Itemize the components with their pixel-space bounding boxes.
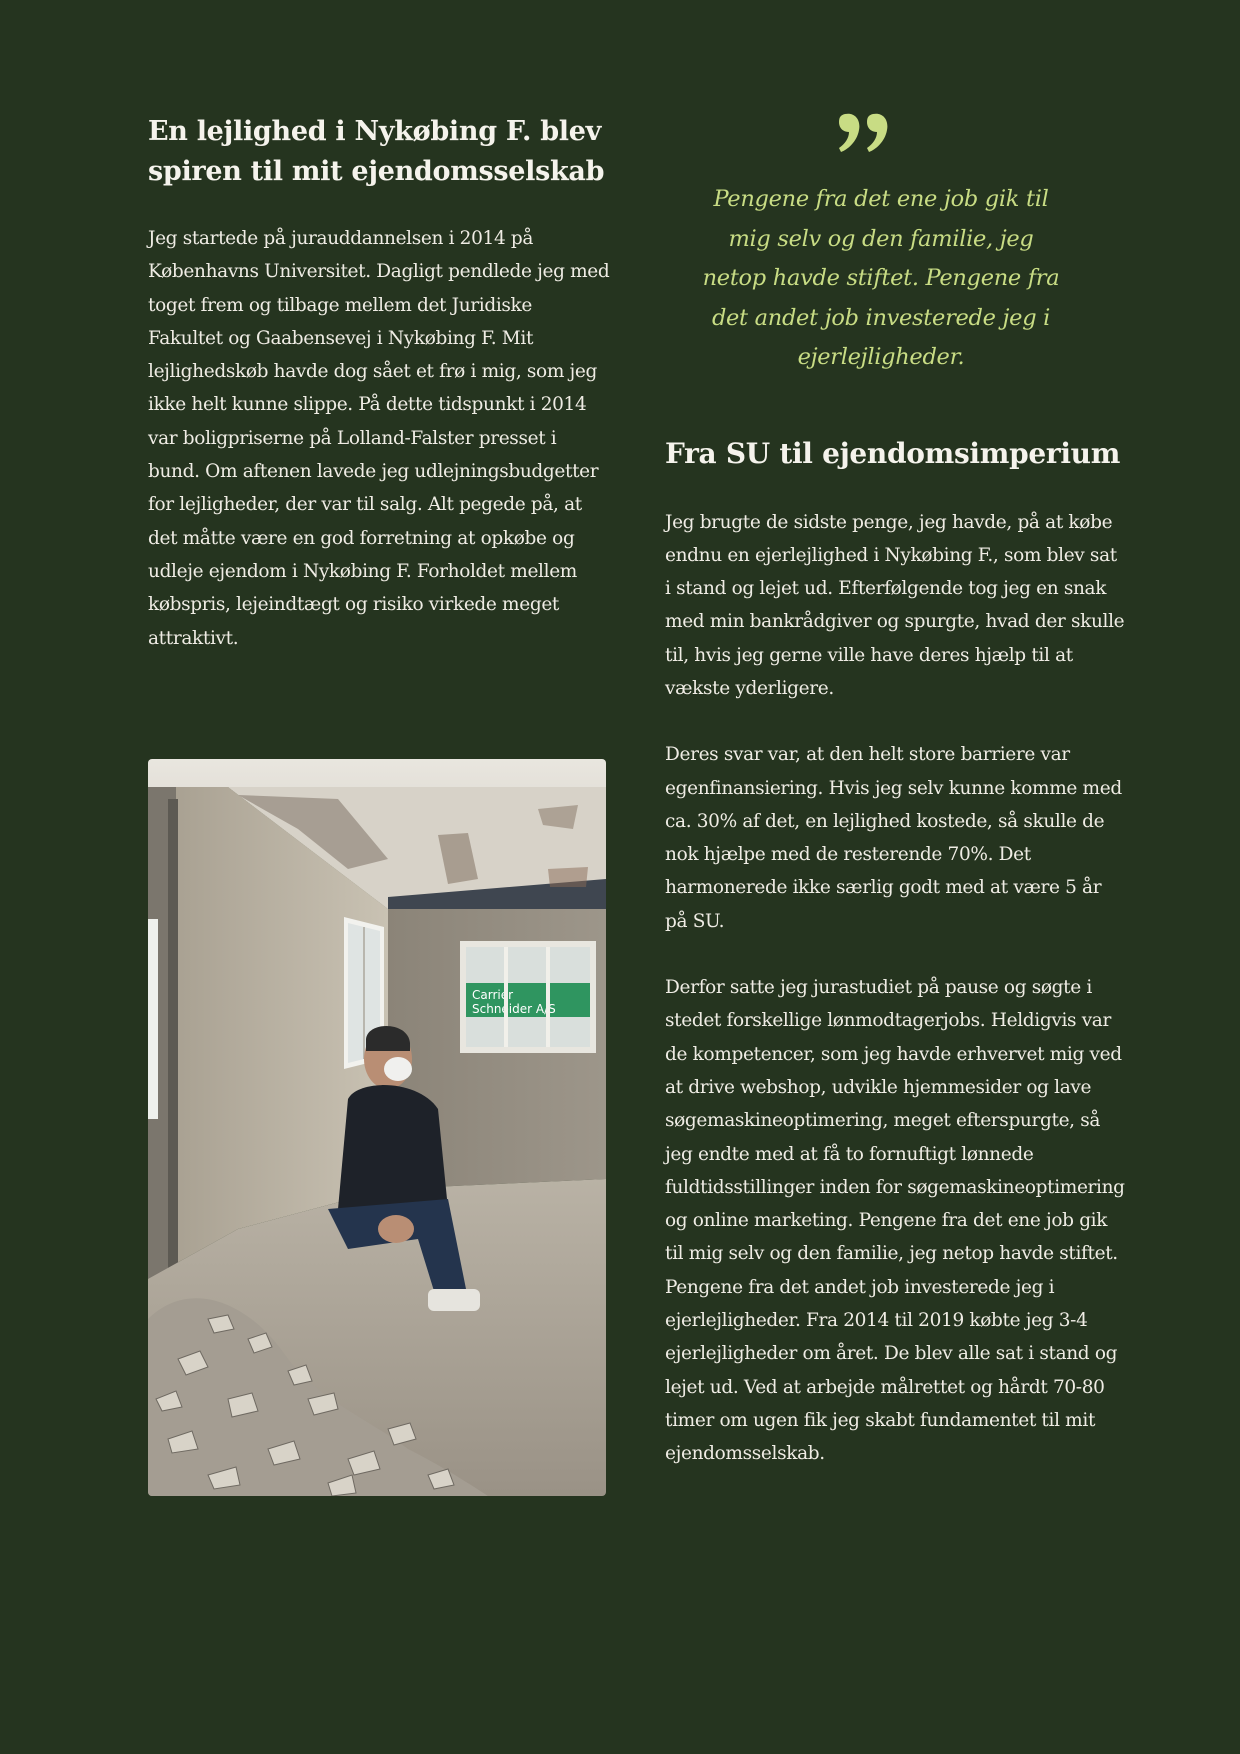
left-column bbox=[148, 112, 610, 655]
quote-mark-icon bbox=[665, 110, 1065, 162]
window-sign-line1: Carrier bbox=[472, 988, 514, 1002]
section-one-paragraph: Jeg startede på jurauddannelsen i 2014 på Københavns Universitet. Dagligt pendlede jeg med toget frem og tilbage mellem det Juridiske Fakultet og Gaabensevej i Nykøbing F. Mit lejlighedskøb havde dog sået et frø i mig, som jeg ikke helt kunne slippe. På dette tidspunkt i 2014 var boligpriserne på Lolland-Falster presset i bund. Om aftenen lavede jeg udlejningsbudgetter for lejligheder, der var til salg. Alt pegede på, at det måtte være en god forretning at opkøbe og udleje ejendom i Nykøbing F. Forholdet mellem købspris, lejeindtægt og risiko virkede meget attraktivt. bbox=[148, 228, 610, 649]
pull-quote: Pengene fra det ene job gik til mig selv og den familie, jeg netop havde stiftet. Pengene fra det andet job investerede jeg i ejerlejligheder. bbox=[702, 186, 1060, 370]
renovation-photo bbox=[148, 759, 606, 1496]
section-two-paragraph-1: Jeg brugte de sidste penge, jeg havde, på at købe endnu en ejerlejlighed i Nykøbing F., som blev sat i stand og lejet ud. Efterfølgende tog jeg en snak med min bankrådgiver og spurgte, hvad der skulle til, hvis jeg gerne ville have deres hjælp til at vækste yderligere. bbox=[665, 511, 1125, 699]
section-two-paragraph-2: Deres svar var, at den helt store barriere var egenfinansiering. Hvis jeg selv kunne komme med ca. 30% af det, en lejlighed kostede, så skulle de nok hjælpe med de resterende 70%. Det harmonerede ikke særlig godt med at være 5 år på SU. bbox=[665, 744, 1122, 932]
section-one-heading: En lejlighed i Nykøbing F. blev spiren til mit ejendomsselskab bbox=[148, 116, 605, 187]
section-two-heading: Fra SU til ejendomsimperium bbox=[665, 436, 1121, 470]
window-sign-line2: Schneider A/S bbox=[472, 1002, 556, 1016]
section-two-paragraph-3: Derfor satte jeg jurastudiet på pause og søgte i stedet forskellige lønmodtagerjobs. Heldigvis var de kompetencer, som jeg havde erhvervet mig ved at drive webshop, udvikle hjemmesider og lave søgemaskineoptimering, meget efterspurgte, så jeg endte med at få to fornuftigt lønnede fuldtidsstillinger inden for søgemaskineoptimering og online marketing. Pengene fra det ene job gik til mig selv og den familie, jeg netop havde stiftet. Pengene fra det andet job investerede jeg i ejerlejligheder. Fra 2014 til 2019 købte jeg 3-4 ejerlejligheder om året. De blev alle sat i stand og lejet ud. Ved at arbejde målrettet og hårdt 70-80 timer om ugen fik jeg skabt fundamentet til mit ejendomsselskab. bbox=[665, 977, 1125, 1465]
right-column bbox=[665, 110, 1125, 1471]
